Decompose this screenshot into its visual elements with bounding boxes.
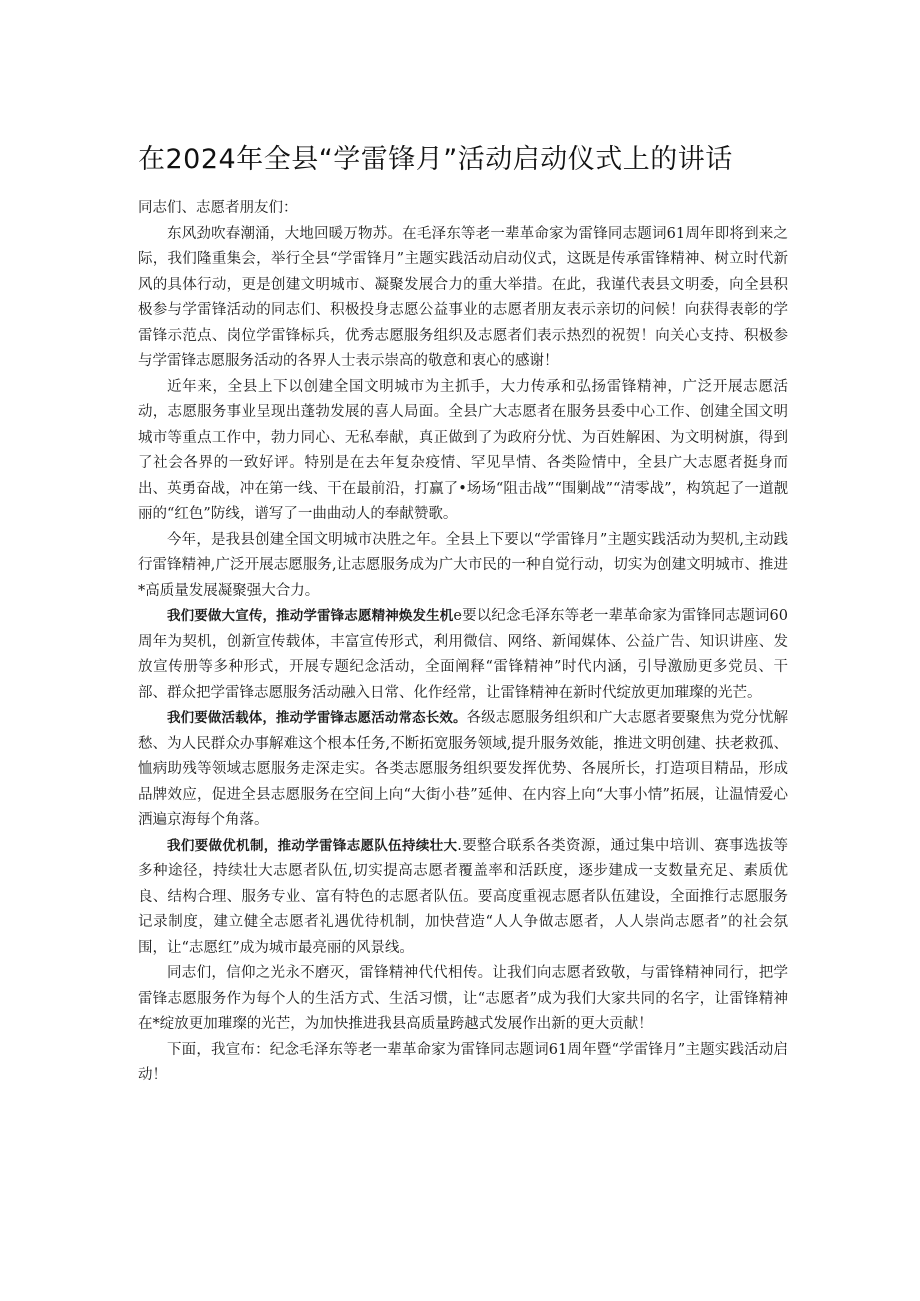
- paragraph-lead: 我们要做优机制，推动学雷锋志愿队伍持续壮大: [167, 837, 458, 854]
- paragraph-publicity: [138, 604, 788, 706]
- paragraph-text: e要以纪念毛泽东等老一辈革命家为雷锋同志题词60周年为契机，创新宣传载体，丰富宣传形式，利用微信、网络、新闻媒体、公益广告、知识讲座、发放宣传册等多种形式，开展专题纪念活动，全面阐释“雷锋精神”时代内涵，引导激励更多党员、干部、群众把学雷锋志愿服务活动融入日常、化作经常，让雷锋精神在新时代绽放更加璀璨的光芒。: [138, 608, 789, 701]
- document-body: [138, 196, 788, 1089]
- paragraph-carriers: [138, 706, 788, 834]
- paragraph-lead: 我们要做大宣传，推动学雷锋志愿精神焕发生机: [167, 608, 454, 624]
- paragraph-lead: 我们要做活载体，推动学雷锋志愿活动常态长效。: [167, 710, 467, 726]
- salutation: 同志们、志愿者朋友们：: [138, 200, 298, 216]
- paragraph-announcement: [138, 1038, 788, 1089]
- paragraph-text: 近年来，全县上下以创建全国文明城市为主抓手，大力传承和弘扬雷锋精神，广泛开展志愿活动，志愿服务事业呈现出蓬勃发展的喜人局面。全县广大志愿者在服务县委中心工作、创建全国文明城市等重点工作中，勃力同心、无私奉献，真正做到了为政府分忧、为百姓解困、为文明树旗，得到了社会各界的一致好评。特别是在去年复杂疫情、罕见旱情、各类险情中，全县广大志愿者挺身而出、英勇奋战，冲在第一线、干在最前沿，打赢了•场场“阻击战”“围剿战”“清零战”，构筑起了一道靓丽的“红色”防线，谱写了一曲曲动人的奉献赞歌。: [138, 378, 788, 522]
- paragraph-text: .要整合联系各类资源，通过集中培训、赛事选拔等多种途径，持续壮大志愿者队伍,切实提高志愿者覆盖率和活跃度，逐步建成一支数量充足、素质优良、结构合理、服务专业、富有特色的志愿者队伍。要高度重视志愿者队伍建设，全面推行志愿服务记录制度，建立健全志愿者礼遇优待机制，加快营造“人人争做志愿者，人人崇尚志愿者”的社会氛围，让“志愿红”成为城市最亮丽的风景线。: [138, 837, 789, 956]
- paragraph-closing: [138, 961, 788, 1038]
- paragraph-text: 同志们，信仰之光永不磨灭，雷锋精神代代相传。让我们向志愿者致敬，与雷锋精神同行，把学雷锋志愿服务作为每个人的生活方式、生活习惯，让“志愿者”成为我们大家共同的名字，让雷锋精神在*绽放更加璀璨的光芒，为加快推进我县高质量跨越式发展作出新的更大贡献！: [138, 965, 788, 1032]
- document-title: 在2024年全县“学雷锋月”活动启动仪式上的讲话: [138, 144, 733, 175]
- paragraph-text: 各级志愿服务组织和广大志愿者要聚焦为党分忧解愁、为人民群众办事解难这个根本任务,不断拓宽服务领域,提升服务效能，推进文明创建、扶老救孤、恤病助残等领域志愿服务走深走实。各类志愿服务组织要发挥优势、各展所长，打造项目精品，形成品牌效应，促进全县志愿服务在空间上向“大街小巷”延伸、在内容上向“大事小情”拓展，让温情爱心洒遍京海每个角落。: [138, 710, 789, 828]
- paragraph-text: 下面，我宣布：纪念毛泽东等老一辈革命家为雷锋同志题词61周年暨“学雷锋月”主题实践活动启动！: [138, 1041, 788, 1083]
- paragraph-this-year: [138, 528, 788, 605]
- paragraph-mechanism: [138, 834, 788, 962]
- paragraph-achievements: [138, 375, 788, 528]
- paragraph-text: 东风劲吹春潮涌，大地回暖万物苏。在毛泽东等老一辈革命家为雷锋同志题词61周年即将到来之际，我们隆重集会，举行全县“学雷锋月”主题实践活动启动仪式，这既是传承雷锋精神、树立时代新风的具体行动，更是创建文明城市、凝聚发展合力的重大举措。在此，我谨代表县文明委，向全县积极参与学雷锋活动的同志们、积极投身志愿公益事业的志愿者朋友表示亲切的问候！向获得表彰的学雷锋示范点、岗位学雷锋标兵，优秀志愿服务组织及志愿者们表示热烈的祝贺！向关心支持、积极参与学雷锋志愿服务活动的各界人士表示崇高的敬意和衷心的感谢！: [138, 225, 788, 369]
- paragraph-opening: [138, 222, 788, 375]
- paragraph-text: 今年，是我县创建全国文明城市决胜之年。全县上下要以“学雷锋月”主题实践活动为契机,主动践行雷锋精神,广泛开展志愿服务,让志愿服务成为广大市民的一种自觉行动，切实为创建文明城市、推进*高质量发展凝聚强大合力。: [138, 531, 788, 599]
